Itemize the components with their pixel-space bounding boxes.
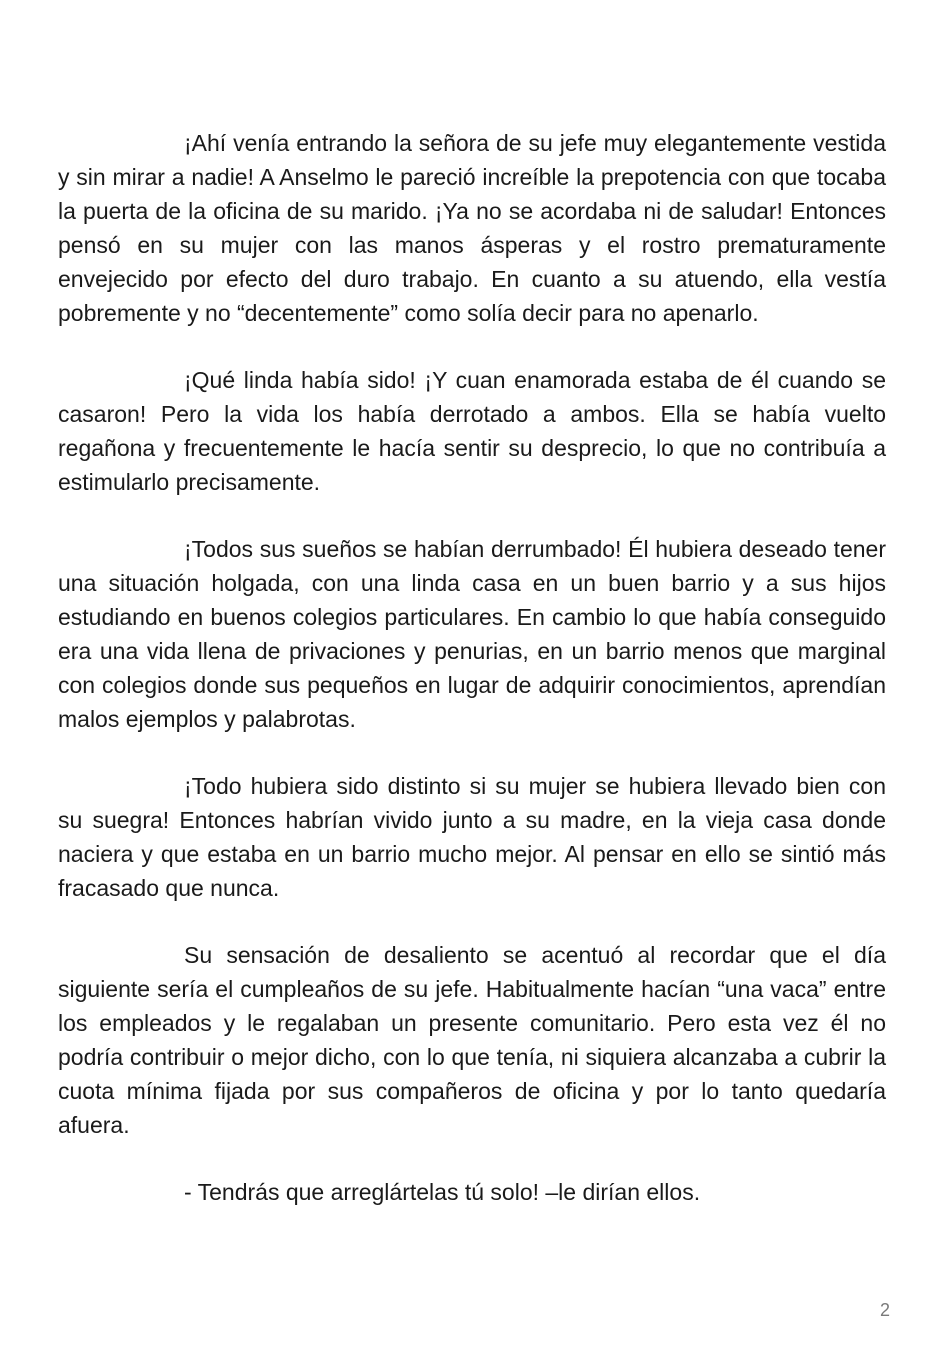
page-number: 2	[879, 1300, 890, 1320]
paragraph-4: ¡Todo hubiera sido distinto si su mujer se hubiera llevado bien con su suegra! Entonces habrían vivido junto a su madre, en la vieja casa donde naciera y que estaba en un barrio mucho mejor. Al pensar en ello se sintió más fracasado que nunca.	[58, 773, 886, 901]
paragraph-3: ¡Todos sus sueños se habían derrumbado! Él hubiera deseado tener una situación holgada, con una linda casa en un buen barrio y a sus hijos estudiando en buenos colegios particulares. En cambio lo que había conseguido era una vida llena de privaciones y penurias, en un barrio menos que marginal con colegios donde sus pequeños en lugar de adquirir conocimientos, aprendían malos ejemplos y palabrotas.	[58, 536, 886, 732]
paragraph-1: ¡Ahí venía entrando la señora de su jefe muy elegantemente vestida y sin mirar a nadie! A Anselmo le pareció increíble la prepotencia con que tocaba la puerta de la oficina de su marido. ¡Ya no se acordaba ni de saludar! Entonces pensó en su mujer con las manos ásperas y el rostro prematuramente envejecido por efecto del duro trabajo. En cuanto a su atuendo, ella vestía pobremente y no “decentemente” como solía decir para no apenarlo.	[58, 130, 886, 326]
body-text	[58, 126, 886, 1209]
paragraph-5: Su sensación de desaliento se acentuó al recordar que el día siguiente sería el cumpleaños de su jefe. Habitualmente hacían “una vaca” entre los empleados y le regalaban un presente comunitario. Pero esta vez él no podría contribuir o mejor dicho, con lo que tenía, ni siquiera alcanzaba a cubrir la cuota mínima fijada por sus compañeros de oficina y por lo tanto quedaría afuera.	[58, 942, 886, 1138]
paragraph-6: - Tendrás que arreglártelas tú solo! –le dirían ellos.	[184, 1179, 701, 1205]
paragraph-2: ¡Qué linda había sido! ¡Y cuan enamorada estaba de él cuando se casaron! Pero la vida los había derrotado a ambos. Ella se había vuelto regañona y frecuentemente le hacía sentir su desprecio, lo que no contribuía a estimularlo precisamente.	[58, 367, 886, 495]
